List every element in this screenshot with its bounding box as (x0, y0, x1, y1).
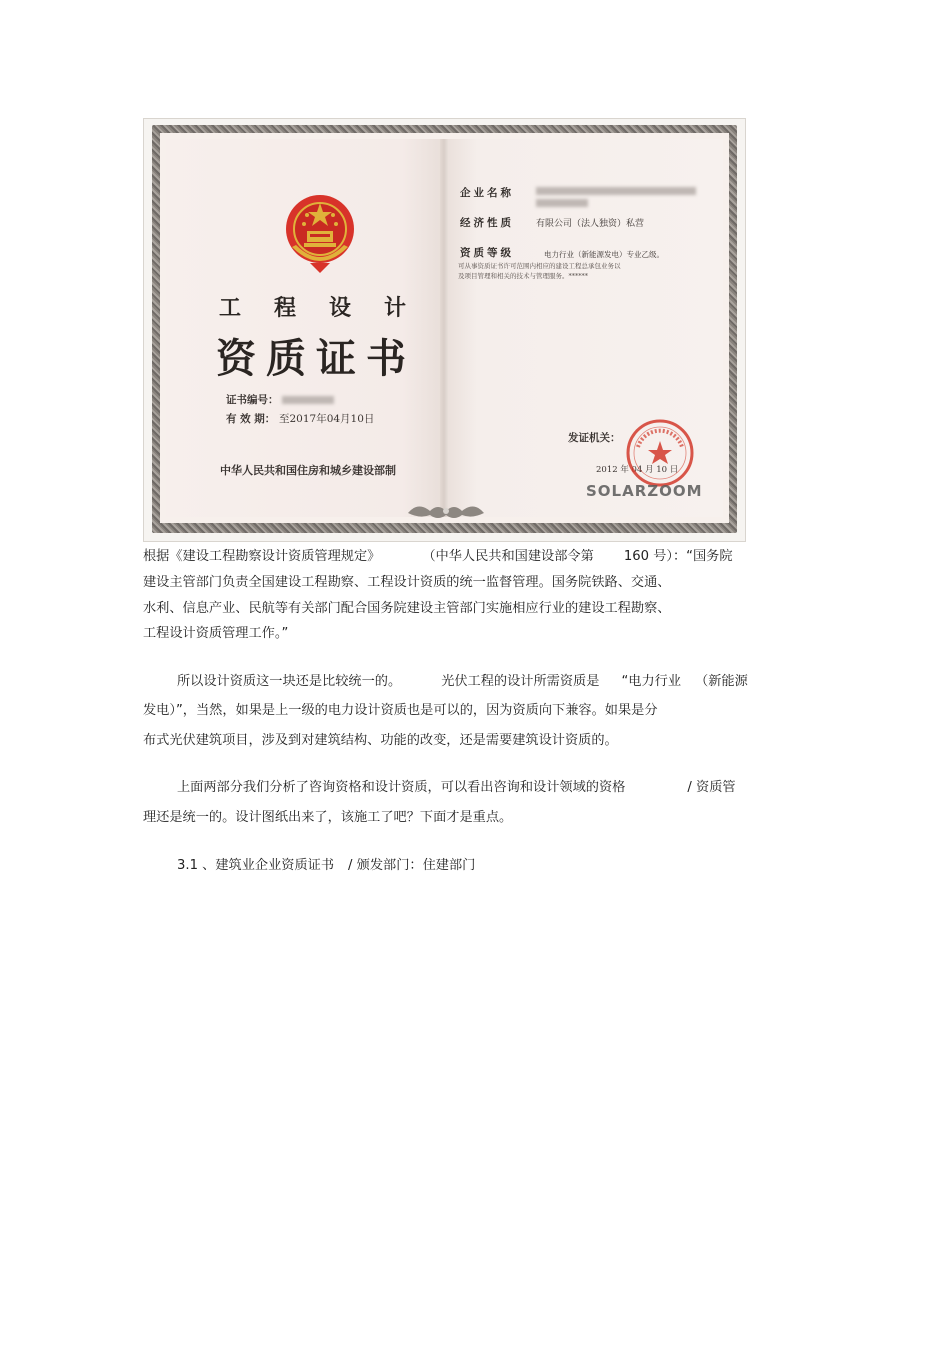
validity-value: 至2017年04月10日 (278, 413, 375, 425)
issuing-authority-label: 发证机关： (568, 432, 621, 444)
company-name-label: 企业名称 (460, 187, 514, 199)
paragraph-2-line-3: 布式光伏建筑项目，涉及到对建筑结构、功能的改变，还是需要建筑设计资质的。 (143, 733, 618, 748)
paragraph-1-line-1: 根据《建设工程勘察设计资质管理规定》 （中华人民共和国建设部令第 160 号）：“国务院 (143, 549, 733, 564)
paragraph-1-line-3: 水利、信息产业、民航等有关部门配合国务院建设主管部门实施相应行业的建设工程勘察、 (143, 601, 671, 616)
economic-nature-value: 有限公司（法人独资）私营 (536, 219, 645, 229)
official-seal-icon (624, 417, 696, 489)
certificate-title-line2: 资质证书 (216, 336, 416, 382)
economic-nature-label: 经济性质 (460, 217, 514, 229)
certificate-title-line1: 工程设计 (219, 296, 440, 321)
paragraph-1-line-4: 工程设计资质管理工作。” (143, 626, 289, 641)
cert-number-label: 证书编号： (226, 394, 279, 406)
validity-label: 有 效 期： (226, 413, 276, 425)
issuer-footer: 中华人民共和国住房和城乡建设部制 (220, 464, 396, 477)
qualification-note-line1: 可从事资质证书许可范围内相应的建设工程总承包业务以 (458, 262, 621, 270)
national-emblem-icon (280, 189, 360, 279)
ornament-icon (406, 499, 486, 521)
paragraph-3-line-2: 理还是统一的。设计图纸出来了，该施工了吧？下面才是重点。 (143, 810, 513, 825)
qualification-grade-label: 资质等级 (460, 247, 514, 259)
paragraph-2-line-2: 发电）”，当然，如果是上一级的电力设计资质也是可以的，因为资质向下兼容。如果是分 (143, 703, 658, 718)
qualification-note-line2: 及项目管理和相关的技术与管理服务。****** (458, 272, 588, 280)
issue-date: 2012 年 04 月 10 日 (596, 465, 679, 475)
paragraph-1-line-2: 建设主管部门负责全国建设工程勘察、工程设计资质的统一监督管理。国务院铁路、交通、 (143, 575, 671, 590)
redacted-company-name (536, 187, 696, 195)
redacted-cert-number (282, 396, 334, 404)
qualification-grade-value: 电力行业（新能源发电）专业乙级。 (544, 250, 664, 259)
certificate-image (143, 118, 746, 542)
paragraph-3-line-1: 上面两部分我们分析了咨询资格和设计资质，可以看出咨询和设计领域的资格 / 资质管 (177, 780, 736, 795)
solarzoom-watermark: SOLARZOOM (586, 482, 703, 500)
cert-number-row (226, 392, 334, 407)
validity-row (226, 411, 374, 426)
paragraph-2-line-1: 所以设计资质这一块还是比较统一的。 光伏工程的设计所需资质是 “电力行业 （新能源 (177, 674, 748, 689)
section-heading-3-1: 3.1 、建筑业企业资质证书 / 颁发部门：住建部门 (177, 858, 476, 873)
